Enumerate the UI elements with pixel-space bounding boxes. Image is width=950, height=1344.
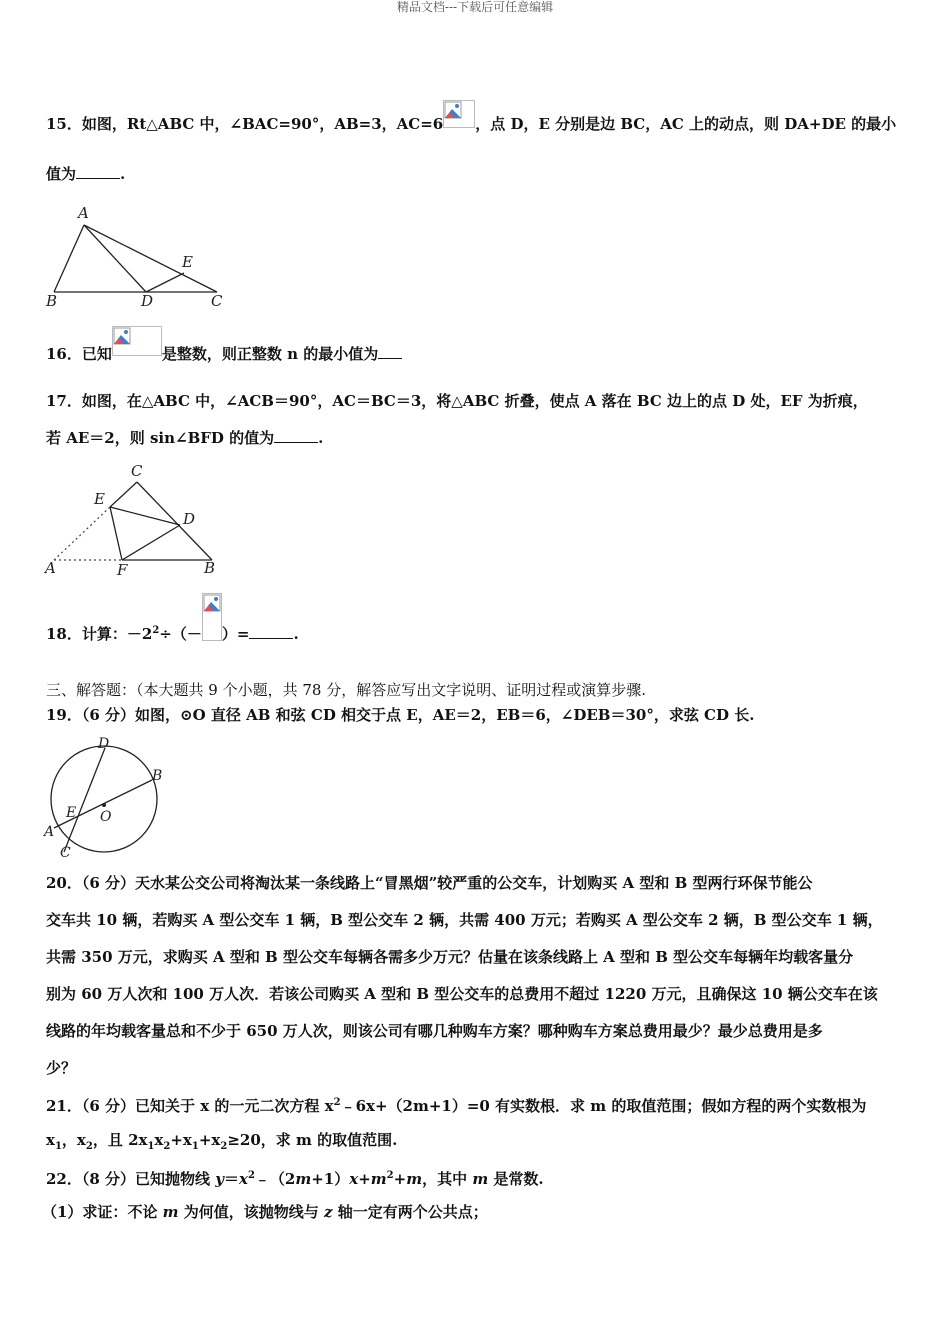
- q22-line2: （1）求证：不论 m 为何值，该抛物线与 z 轴一定有两个公共点；: [42, 1203, 488, 1221]
- answer-blank: [76, 164, 120, 179]
- label-A: A: [78, 204, 89, 222]
- broken-image-icon: [443, 100, 475, 128]
- q21-line2: $x_1$，$x_2$，且 $2x_1x_2+x_1+x_2\ge 20$，求 m 的取值范围.: [46, 1131, 398, 1152]
- label-D: D: [183, 510, 196, 528]
- broken-image-icon: [112, 326, 162, 356]
- label-B: B: [204, 559, 216, 577]
- triangle-figure-q15: [42, 203, 227, 311]
- label-O: O: [100, 809, 112, 825]
- q20-line3: 共需 350 万元，求购买 A 型和 B 型公交车每辆各需多少万元？估量在该条线路上 A 型和 B 型公交车每辆年均载客量分: [46, 948, 854, 966]
- label-D: D: [141, 292, 154, 310]
- label-A: A: [44, 824, 55, 840]
- label-A: A: [45, 559, 56, 577]
- q22-line1: 22．（8 分）已知抛物线 $y=x^2﹣(2m+1)x+m^2+m$，其中 m 是常数.: [46, 1170, 544, 1188]
- label-E: E: [182, 253, 193, 271]
- label-C: C: [131, 462, 143, 480]
- page-header: 精品文档---下载后可任意编辑: [396, 0, 554, 14]
- q15-line2: 值为 .: [46, 165, 126, 183]
- q17-line2: 若 AE＝2，则 sin∠BFD 的值为 .: [46, 429, 324, 447]
- q17-line1: 17．如图，在△ABC 中，∠ACB＝90°，AC＝BC＝3，将△ABC 折叠，使点 A 落在 BC 边上的点 D 处，EF 为折痕，: [46, 392, 868, 410]
- q16-line: 16．已知 是整数，则正整数 n 的最小值为: [46, 344, 402, 374]
- answer-blank: [274, 428, 318, 443]
- q20-line2: 交车共 10 辆，若购买 A 型公交车 1 辆，B 型公交车 2 辆，共需 400 万元；若购买 A 型公交车 2 辆，B 型公交车 1 辆，: [46, 911, 883, 929]
- label-E: E: [66, 805, 77, 821]
- label-B: B: [152, 768, 163, 784]
- broken-image-icon: [202, 593, 222, 641]
- label-E: E: [94, 490, 105, 508]
- q20-line6: 少？: [46, 1059, 77, 1077]
- q19-line: 19．（6 分）如图，⊙O 直径 AB 和弦 CD 相交于点 E，AE＝2，EB＝6，∠DEB＝30°，求弦 CD 长.: [46, 706, 755, 724]
- q18-line: 18．计算：$-2^2\div(-$ ）= .: [46, 621, 299, 669]
- q20-line1: 20．（6 分）天水某公交公司将淘汰某一条线路上“冒黑烟”较严重的公交车，计划购买 A 型和 B 型两行环保节能公: [46, 874, 813, 892]
- label-C: C: [211, 292, 223, 310]
- answer-blank: [249, 624, 293, 639]
- label-B: B: [46, 292, 58, 310]
- label-D: D: [98, 736, 110, 752]
- q20-line4: 别为 60 万人次和 100 万人次．若该公司购买 A 型和 B 型公交车的总费用不超过 1220 万元，且确保这 10 辆公交车在该: [46, 985, 878, 1003]
- folded-triangle-figure-q17: [42, 460, 227, 580]
- label-F: F: [117, 561, 128, 579]
- q15-line1: 15．如图，Rt△ABC 中，∠BAC=90°，AB=3，AC=6 ，点 D，E 分别是边 BC，AC 上的动点，则 DA+DE 的最小: [46, 114, 896, 142]
- section-heading: 三、解答题：（本大题共 9 个小题，共 78 分，解答应写出文字说明、证明过程或演算步骤.: [46, 681, 646, 699]
- label-C: C: [60, 845, 71, 860]
- answer-blank: [378, 344, 402, 359]
- q21-line1: 21．（6 分）已知关于 x 的一元二次方程 $x^2﹣6x+(2m+1)=0$ 有实数根．求 m 的取值范围；假如方程的两个实数根为: [46, 1097, 867, 1115]
- q20-line5: 线路的年均载客量总和不少于 650 万人次，则该公司有哪几种购车方案？哪种购车方案总费用最少？最少总费用是多: [46, 1022, 823, 1040]
- circle-figure-q19: [42, 736, 167, 860]
